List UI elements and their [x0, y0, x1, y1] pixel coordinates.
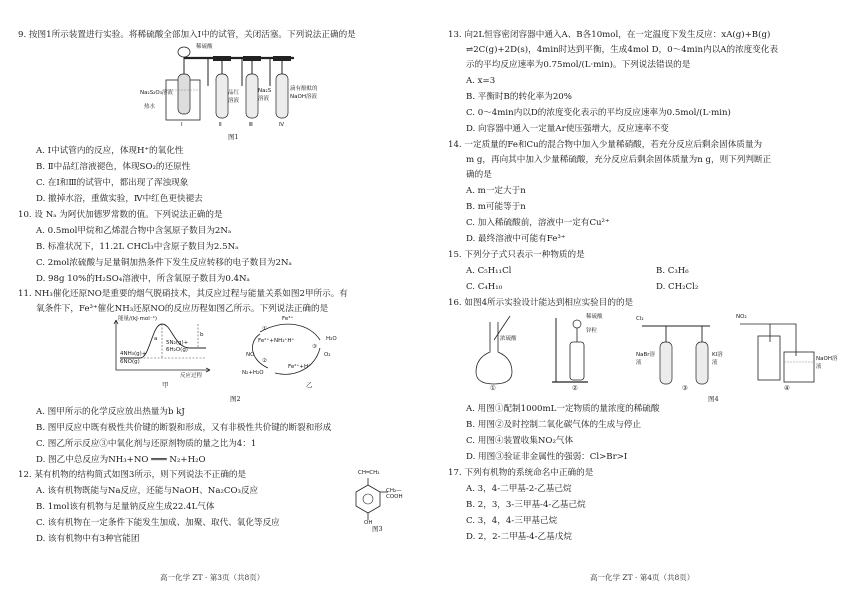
fig4-label-no2: NO₂ — [736, 314, 747, 320]
fig2-jia-reactant2: 6NO(g) — [120, 359, 140, 365]
q9-option-a: A. Ⅰ中试管内的反应，体现H⁺的氧化性 — [36, 146, 184, 156]
figure-4-caption: 图4 — [708, 395, 719, 403]
fig1-label-dilute-acid: 稀硫酸 — [196, 44, 213, 50]
figure-3-structure — [336, 470, 416, 532]
fig2-yi-h2o: H₂O — [326, 336, 337, 342]
q9-option-d: D. 撤掉水浴，重做实验，Ⅳ中红色更快褪去 — [36, 194, 203, 204]
fig4-num-3: ③ — [682, 384, 688, 392]
figure-2-caption: 图2 — [230, 395, 241, 403]
figure-3-caption: 图3 — [372, 525, 383, 533]
q11-option-d: D. 图乙中总反应为NH₃+NO ═══ N₂+H₂O — [36, 455, 206, 465]
fig2-yi-no: NO — [246, 352, 255, 358]
fig2-jia-reactant1: 4NH₃(g)+ — [120, 351, 147, 357]
figure-1-caption: 图1 — [228, 133, 239, 141]
q14-option-d: D. 最终溶液中可能有Fe³⁺ — [466, 234, 566, 244]
fig2-jia-ylabel: 能量/(kJ·mol⁻¹) — [118, 316, 158, 322]
fig4-label-nabr: NaBr溶液 — [636, 352, 656, 366]
q13-stem-line3: 示的平均反应速率为0.75mol/(L·min)。下列说法错误的是 — [466, 60, 691, 70]
right-page — [430, 0, 860, 592]
q17-option-b: B. 2，3，3-三甲基-4-乙基己烷 — [466, 500, 586, 510]
q14-stem-line1: 14. 一定质量的Fe和Cu的混合物中加入少量稀硝酸，若充分反应后剩余固体质量为 — [448, 140, 763, 150]
fig2-jia-title: 甲 — [162, 381, 169, 389]
q9-option-c: C. 在Ⅰ和Ⅲ的试管中，都出现了浑浊现象 — [36, 178, 189, 188]
fig2-yi-n2h2o: N₂+H₂O — [242, 370, 264, 376]
q13-stem-line1: 13. 向2L恒容密闭容器中通入A、B各10mol，在一定温度下发生反应：xA(g)+B(g) — [448, 30, 771, 40]
fig3-label-acid: CH₂—COOH — [386, 488, 403, 500]
q10-option-c: C. 2mol浓硫酸与足量铜加热条件下发生反应转移的电子数目为2Nₐ — [36, 258, 292, 268]
q16-stem: 16. 如图4所示实验设计能达到相应实验目的的是 — [448, 298, 634, 308]
q13-option-d: D. 向容器中通入一定量Ar使压强增大，反应速率不变 — [466, 124, 669, 134]
q16-option-c: C. 用图④装置收集NO₂气体 — [466, 436, 574, 446]
q16-option-a: A. 用图①配制1000mL一定物质的量浓度的稀硫酸 — [466, 404, 660, 414]
fig4-label-conc-acid: 浓硫酸 — [500, 336, 517, 342]
fig2-yi-title: 乙 — [306, 381, 313, 389]
fig1-label-magenta: 品红溶液 — [228, 90, 240, 104]
figure-2-diagrams — [110, 318, 360, 390]
figure-4-apparatus — [470, 312, 840, 392]
q14-option-a: A. m一定大于n — [466, 186, 526, 196]
fig4-num-1: ① — [490, 384, 496, 392]
fig4-num-2: ② — [572, 384, 578, 392]
q10-stem: 10. 设 Nₐ 为阿伏加德罗常数的值。下列说法正确的是 — [18, 210, 223, 220]
q15-option-d: D. CH₂Cl₂ — [656, 282, 699, 292]
page-footer-right: 高一化学 ZT · 第4页（共8页） — [590, 573, 695, 582]
fig2-yi-complex: Fe²⁺+NH₃⁺H⁺ — [258, 338, 295, 344]
fig2-jia-product2: 6H₂O(g) — [166, 347, 188, 353]
q9-option-b: B. Ⅱ中品红溶液褪色，体现SO₂的还原性 — [36, 162, 191, 172]
q13-option-b: B. 平衡时B的转化率为20% — [466, 92, 572, 102]
fig1-roman-1: Ⅰ — [181, 122, 183, 128]
fig2-yi-o2: O₂ — [324, 352, 331, 358]
fig3-label-oh: OH — [364, 520, 373, 526]
fig2-yi-step2: ② — [262, 358, 267, 364]
fig1-roman-4: Ⅳ — [279, 122, 285, 128]
q14-stem-line3: 确的是 — [466, 170, 492, 180]
fig2-jia-a: a — [154, 336, 158, 342]
fig4-label-zinc: 锌粒 — [586, 328, 598, 334]
fig4-label-cl2: Cl₂ — [636, 316, 644, 322]
q17-option-d: D. 2，2-二甲基-4-乙基戊烷 — [466, 532, 572, 542]
q11-option-b: B. 图甲反应中既有极性共价键的断裂和形成，又有非极性共价键的断裂和形成 — [36, 423, 332, 433]
q13-option-a: A. x=3 — [466, 76, 496, 86]
q14-stem-line2: m g，再向其中加入少量稀硫酸，充分反应后剩余固体质量为n g，则下列判断正 — [466, 155, 772, 165]
q12-option-a: A. 该有机物既能与Na反应，还能与NaOH、Na₂CO₃反应 — [36, 486, 259, 496]
page-footer-left: 高一化学 ZT · 第3页（共8页） — [160, 573, 265, 582]
q10-option-a: A. 0.5mol甲烷和乙烯混合物中含氢原子数目为2Nₐ — [36, 226, 232, 236]
fig2-jia-product1: 5N₂(g)+ — [166, 340, 189, 346]
q17-option-c: C. 3，4，4-三甲基己烷 — [466, 516, 558, 526]
q16-option-b: B. 用图②及时控制二氧化碳气体的生成与停止 — [466, 420, 642, 430]
fig1-label-naoh: 滴有酚酞的NaOH溶液 — [290, 86, 318, 100]
fig3-label-vinyl: CH═CH₂ — [358, 470, 380, 476]
fig4-label-naoh: NaOH溶液 — [816, 356, 838, 370]
q10-option-b: B. 标准状况下，11.2L CHCl₃中含原子数目为2.5Nₐ — [36, 242, 239, 252]
q11-option-c: C. 图乙所示反应③中氧化剂与还原剂物质的量之比为4：1 — [36, 439, 257, 449]
q10-option-d: D. 98g 10%的H₂SO₄溶液中，所含氧原子数目为0.4Nₐ — [36, 274, 250, 284]
fig4-label-ki: KI溶液 — [712, 352, 723, 366]
fig4-num-4: ④ — [784, 384, 790, 392]
fig1-label-hot-water: 热水 — [144, 104, 156, 110]
fig2-yi-step1: ① — [262, 326, 267, 332]
q12-option-c: C. 该有机物在一定条件下能发生加成、加聚、取代、氧化等反应 — [36, 518, 280, 528]
q12-stem: 12. 某有机物的结构简式如图3所示，则下列说法不正确的是 — [18, 470, 247, 480]
q9-stem: 9. 按图1所示装置进行实验。将稀硫酸全部加入Ⅰ中的试管，关闭活塞。下列说法正确的是 — [18, 30, 356, 40]
q15-stem: 15. 下列分子式只表示一种物质的是 — [448, 250, 585, 260]
fig1-roman-2: Ⅱ — [219, 122, 222, 128]
q11-stem-line2: 氧条件下，Fe³⁺催化NH₃还原NO的反应历程如图乙所示。下列说法正确的是 — [36, 304, 329, 314]
q17-option-a: A. 3，4-二甲基-2-乙基己烷 — [466, 484, 572, 494]
fig2-jia-xlabel: 反应过程 — [180, 373, 203, 379]
q14-option-b: B. m可能等于n — [466, 202, 526, 212]
q12-option-b: B. 1mol该有机物与足量钠反应生成22.4L气体 — [36, 502, 215, 512]
q14-option-c: C. 加入稀硫酸前，溶液中一定有Cu²⁺ — [466, 218, 610, 228]
q12-option-d: D. 该有机物中有3种官能团 — [36, 534, 140, 544]
q13-option-c: C. 0～4min内以D的浓度变化表示的平均反应速率为0.5mol/(L·min) — [466, 108, 731, 118]
q15-option-a: A. C₅H₁₁Cl — [466, 266, 512, 276]
q16-option-d: D. 用图③验证非金属性的强弱：Cl>Br>I — [466, 452, 628, 462]
fig1-roman-3: Ⅲ — [249, 122, 253, 128]
fig1-label-na2s: Na₂S溶液 — [258, 88, 272, 102]
q13-stem-line2: ⇌2C(g)+2D(s)，4min时达到平衡，生成4mol D，0～4min内以A的浓度变化表 — [466, 45, 779, 55]
q17-stem: 17. 下列有机物的系统命名中正确的是 — [448, 468, 594, 478]
fig2-yi-fe2h: Fe²⁺+H⁺ — [288, 364, 312, 370]
q11-stem-line1: 11. NH₃催化还原NO是重要的烟气脱硝技术，其反应过程与能量关系如图2甲所示。有 — [18, 289, 348, 299]
fig1-label-na2s2o3: Na₂S₂O₃溶液 — [140, 90, 173, 96]
fig2-yi-fe3: Fe³⁺ — [282, 316, 294, 322]
fig4-label-dilute-acid: 稀硫酸 — [586, 314, 603, 320]
fig2-yi-step3: ③ — [312, 344, 317, 350]
figure-1-apparatus — [140, 44, 318, 130]
q11-option-a: A. 图甲所示的化学反应放出热量为b kJ — [36, 407, 185, 417]
fig2-jia-b: b — [200, 332, 204, 338]
q15-option-b: B. C₃H₆ — [656, 266, 689, 276]
q15-option-c: C. C₄H₁₀ — [466, 282, 503, 292]
